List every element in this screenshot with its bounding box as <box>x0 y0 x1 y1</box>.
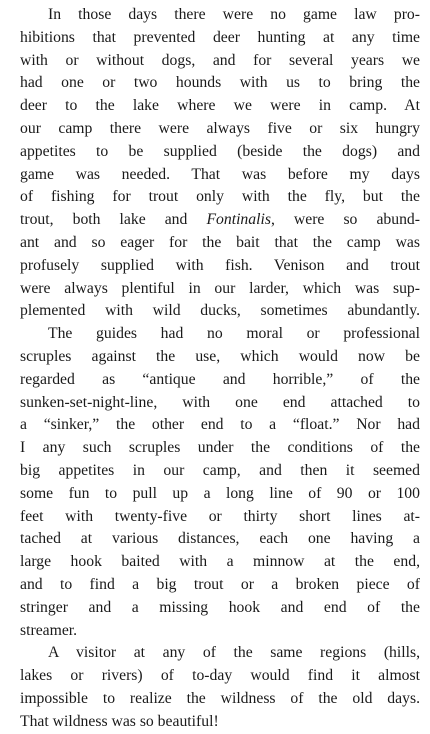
text-line: scruples against the use, which would now be <box>20 347 420 365</box>
text-line: game was needed. That was before my days <box>20 165 420 183</box>
text-line: of fishing for trout only with the fly, but the <box>20 188 420 206</box>
text-line: impossible to realize the wildness of the old days. <box>20 689 420 707</box>
text-line: lakes or rivers) of to-day would find it almost <box>20 667 420 685</box>
text-line: regarded as “antique and horrible,” of the <box>20 370 420 388</box>
text-line: appetites to be supplied (beside the dogs) and <box>20 142 420 160</box>
text-line: I any such scruples under the conditions of the <box>20 439 420 457</box>
text-line: In those days there were no game law pro- <box>48 6 420 23</box>
text-line: stringer and a missing hook and end of the <box>20 598 420 616</box>
text-line: profusely supplied with fish. Venison and trout <box>20 256 420 274</box>
text-line: plemented with wild ducks, sometimes abundantly. <box>20 302 420 320</box>
italic-term: Fontinalis <box>206 211 271 229</box>
text-line: hibitions that prevented deer hunting at any time <box>20 28 420 46</box>
text-line: a “sinker,” the other end to a “float.” Nor had <box>20 416 420 434</box>
text-line: That wildness was so beautiful! <box>20 712 219 730</box>
text-line: streamer. <box>20 621 78 639</box>
text-line: and to find a big trout or a broken piece of <box>20 575 420 593</box>
paragraph <box>20 4 420 323</box>
text-line: big appetites in our camp, and then it seemed <box>20 461 420 479</box>
text-line: were always plentiful in our larder, which was sup- <box>20 279 420 297</box>
text-line: ant and so eager for the bait that the camp was <box>20 233 420 251</box>
text-line: our camp there were always five or six hungry <box>20 119 420 137</box>
text-line: sunken-set-night-line, with one end attached to <box>20 393 420 411</box>
text-line: A visitor at any of the same regions (hills, <box>48 644 420 662</box>
text-line: feet with twenty-five or thirty short lines at- <box>20 507 420 525</box>
text-line: deer to the lake where we were in camp. At <box>20 97 420 115</box>
text-line: some fun to pull up a long line of 90 or 100 <box>20 484 420 502</box>
text-line: with or without dogs, and for several years we <box>20 51 420 69</box>
text-line: The guides had no moral or professional <box>48 325 420 343</box>
book-page <box>20 4 420 734</box>
text-line: large hook baited with a minnow at the end, <box>20 553 420 571</box>
text-line-with-italic: trout, both lake and Fontinalis, were so abund- <box>20 211 421 229</box>
text-line: had one or two hounds with us to bring the <box>20 74 420 92</box>
text-line: tached at various distances, each one having a <box>20 530 420 548</box>
paragraph <box>20 323 420 642</box>
paragraph <box>20 642 420 733</box>
